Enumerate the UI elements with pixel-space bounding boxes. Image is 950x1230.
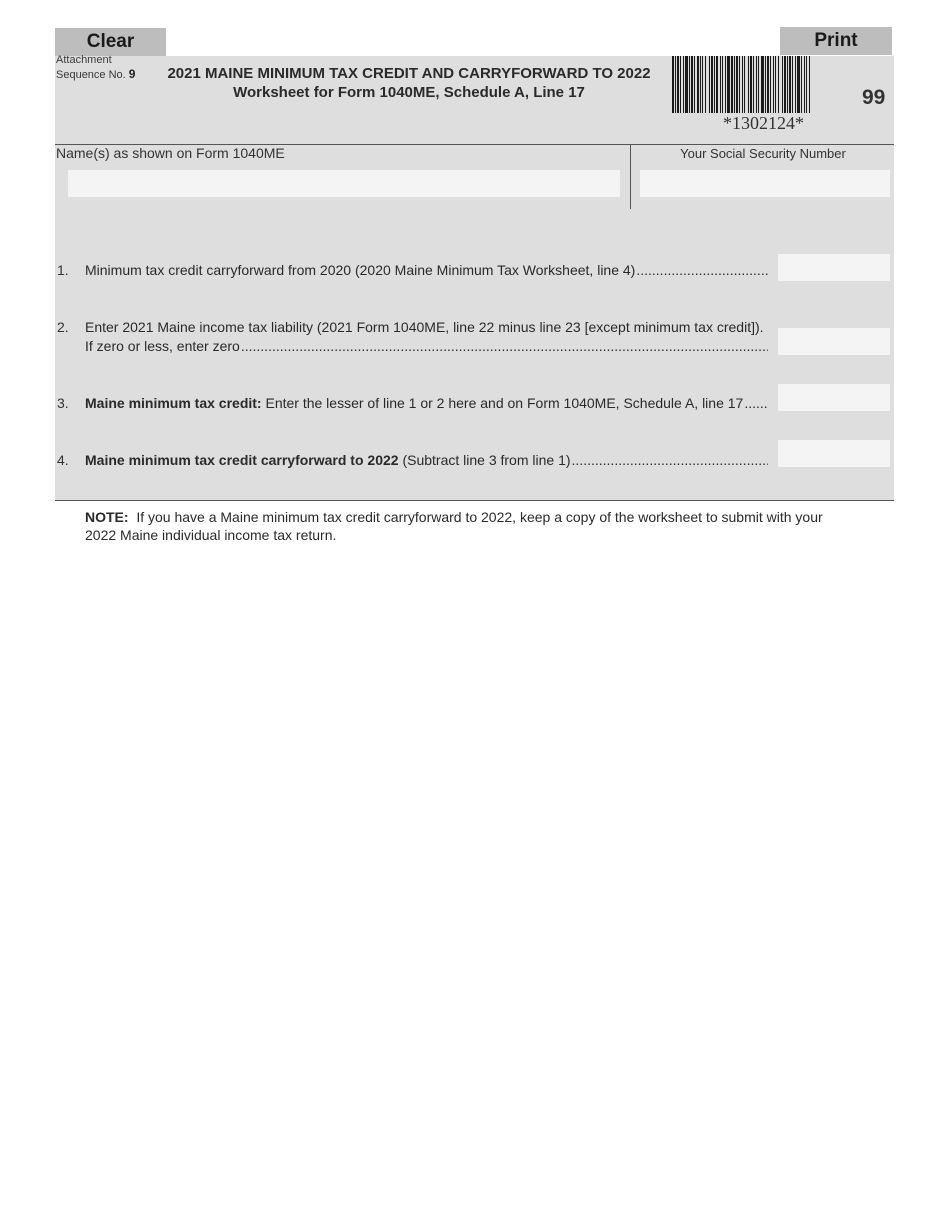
- line-3-text: Enter the lesser of line 1 or 2 here and on Form 1040ME, Schedule A, line 17: [261, 395, 744, 411]
- line-2-description: [85, 318, 768, 356]
- line-1-number: 1.: [57, 262, 69, 278]
- note: [85, 508, 845, 544]
- line-2-text2: If zero or less, enter zero: [85, 338, 240, 354]
- attachment-label: Attachment: [56, 54, 112, 66]
- line-2-leader: [241, 337, 768, 356]
- form-title-line2: Worksheet for Form 1040ME, Schedule A, Line 17: [233, 84, 585, 101]
- form-title: [150, 64, 668, 102]
- line-4-leader: [572, 451, 768, 470]
- page-number: 99: [862, 86, 886, 109]
- line-2-amount-input[interactable]: [778, 328, 890, 355]
- line-1-amount-input[interactable]: [778, 254, 890, 281]
- line-2-text-continued: [85, 337, 768, 356]
- line-2-number: 2.: [57, 319, 69, 335]
- line-2-text: Enter 2021 Maine income tax liability (2021 Form 1040ME, line 22 minus line 23 [except minimum tax credit]).: [85, 319, 764, 335]
- clear-button[interactable]: Clear: [55, 28, 166, 56]
- line-4-number: 4.: [57, 452, 69, 468]
- line-1-description: [85, 261, 768, 280]
- note-label: NOTE:: [85, 509, 129, 525]
- line-3-description: [85, 394, 768, 413]
- line-4-amount-input[interactable]: [778, 440, 890, 467]
- sequence-label: Sequence No.: [56, 69, 126, 81]
- line-3-amount-input[interactable]: [778, 384, 890, 411]
- note-text: If you have a Maine minimum tax credit carryforward to 2022, keep a copy of the worksheet to submit with your 2022 Maine individual income tax return.: [85, 509, 823, 543]
- sequence-number: 9: [128, 67, 136, 81]
- ssn-input[interactable]: [640, 170, 890, 197]
- line-3-number: 3.: [57, 395, 69, 411]
- line-1-text: Minimum tax credit carryforward from 2020 (2020 Maine Minimum Tax Worksheet, line 4): [85, 262, 636, 278]
- line-3-bold: Maine minimum tax credit:: [85, 395, 262, 411]
- line-4-text: (Subtract line 3 from line 1): [398, 452, 571, 468]
- name-label: Name(s) as shown on Form 1040ME: [56, 145, 285, 161]
- ssn-label: Your Social Security Number: [680, 146, 846, 161]
- form-title-line1: 2021 MAINE MINIMUM TAX CREDIT AND CARRYFORWARD TO 2022: [167, 65, 651, 82]
- identification-divider: [630, 145, 631, 209]
- attachment-sequence: [56, 53, 135, 82]
- name-input[interactable]: [68, 170, 620, 197]
- line-1-leader: [636, 261, 768, 280]
- barcode-number: *1302124*: [723, 113, 804, 133]
- print-button[interactable]: Print: [780, 27, 892, 55]
- line-4-bold: Maine minimum tax credit carryforward to 2022: [85, 452, 399, 468]
- line-4-description: [85, 451, 768, 470]
- sequence-line: [56, 67, 135, 82]
- barcode-icon: [672, 56, 855, 113]
- line-3-leader: [744, 394, 768, 413]
